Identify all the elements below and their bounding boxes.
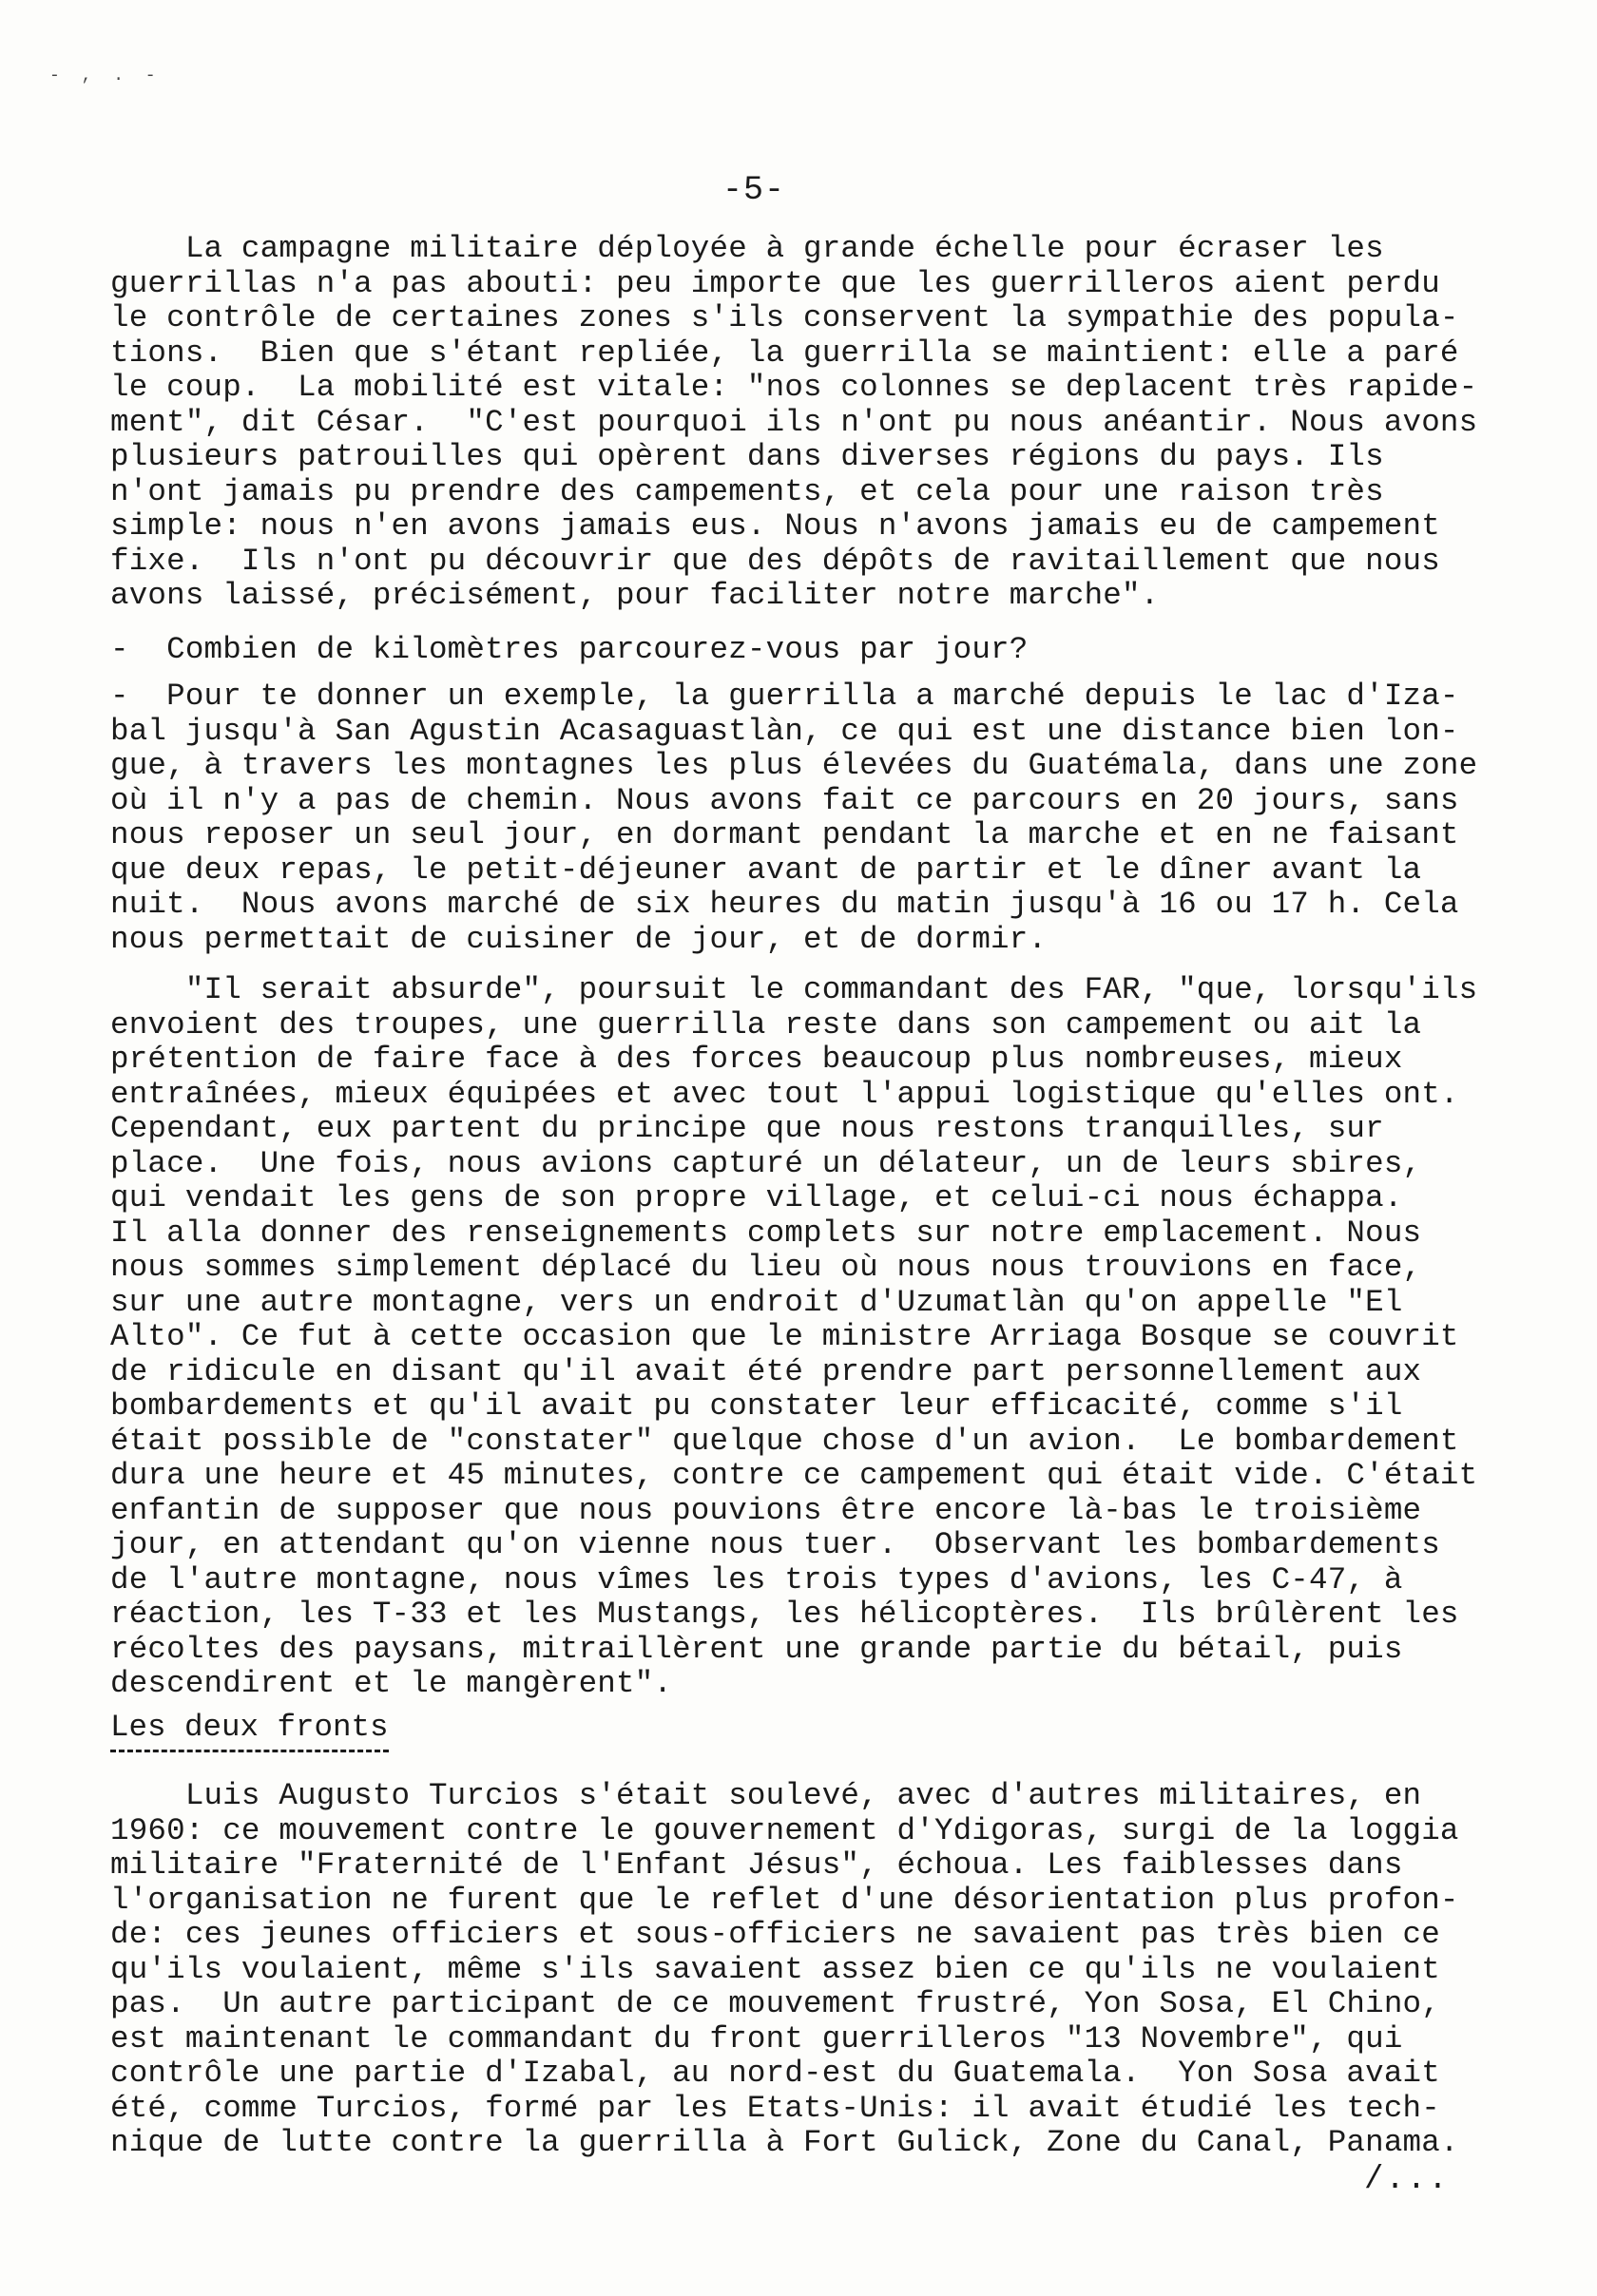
page-number: -5- (722, 171, 786, 209)
answer-march: - Pour te donner un exemple, la guerrilla a marché depuis le lac d'Iza- bal jusqu'à San Agustin Acasaguastlàn, ce qui est une distance bien lon- gue, à travers les montagnes les plus élevées du Guatémala, dans une zone où il n'y a pas de chemin. Nous avons fait ce parcours en 20 jours, sans nous reposer un seul jour, en dormant pendant la marche et en ne faisant que deux repas, le petit-déjeuner avant de partir et le dîner avant la nuit. Nous avons marché de six heures du matin jusqu'à 16 ou 17 h. Cela nous permettait de cuisiner de jour, et de dormir. (110, 679, 1478, 957)
question-kilometres: - Combien de kilomètres parcourez-vous par jour? (110, 632, 1029, 667)
paragraph-campaign: La campagne militaire déployée à grande échelle pour écraser les guerrillas n'a pas abouti: peu importe que les guerrilleros aient perdu le contrôle de certaines zones s'ils conservent la sympathie des popula- tions. Bien que s'étant repliée, la guerrilla se maintient: elle a paré le coup. La mobilité est vitale: "nos colonnes se deplacent très rapide- ment", dit César. "C'est pourquoi ils n'ont pu nous anéantir. Nous avons plusieurs patrouilles qui opèrent dans diverses régions du pays. Ils n'ont jamais pu prendre des campements, et cela pour une raison très simple: nous n'en avons jamais eus. Nous n'avons jamais eu de campement fixe. Ils n'ont pu découvrir que des dépôts de ravitaillement que nous avons laissé, précisément, pour faciliter notre marche". (110, 231, 1478, 613)
section-heading-text: Les deux fronts (110, 1711, 389, 1752)
continued-mark: /... (1364, 2162, 1450, 2198)
corner-marks: - , . - (49, 67, 162, 86)
paragraph-commandant: "Il serait absurde", poursuit le commandant des FAR, "que, lorsqu'ils envoient des troupes, une guerrilla reste dans son campement ou ait la prétention de faire face à des forces beaucoup plus nombreuses, mieux entraînées, mieux équipées et avec tout l'appui logistique qu'elles ont. Cependant, eux partent du principe que nous restons tranquilles, sur place. Une fois, nous avions capturé un délateur, un de leurs sbires, qui vendait les gens de son propre village, et celui-ci nous échappa. Il alla donner des renseignements complets sur notre emplacement. Nous nous sommes simplement déplacé du lieu où nous nous trouvions en face, sur une autre montagne, vers un endroit d'Uzumatlàn qu'on appelle "El Alto". Ce fut à cette occasion que le ministre Arriaga Bosque se couvrit de ridicule en disant qu'il avait été prendre part personnellement aux bombardements et qu'il avait pu constater leur efficacité, comme s'il était possible de "constater" quelque chose d'un avion. Le bombardement dura une heure et 45 minutes, contre ce campement qui était vide. C'était enfantin de supposer que nous pouvions être encore là-bas le troisième jour, en attendant qu'on vienne nous tuer. Observant les bombardements de l'autre montagne, nous vîmes les trois types d'avions, les C-47, à réaction, les T-33 et les Mustangs, les hélicoptères. Ils brûlèrent les récoltes des paysans, mitraillèrent une grande partie du bétail, puis descendirent et le mangèrent". (110, 972, 1478, 1701)
paragraph-turcios: Luis Augusto Turcios s'était soulevé, avec d'autres militaires, en 1960: ce mouvement contre le gouvernement d'Ydigoras, surgi de la loggia militaire "Fraternité de l'Enfant Jésus", échoua. Les faiblesses dans l'organisation ne furent que le reflet d'une désorientation plus profon- de: ces jeunes officiers et sous-officiers ne savaient pas très bien ce qu'ils voulaient, même s'ils savaient assez bien ce qu'ils ne voulaient pas. Un autre participant de ce mouvement frustré, Yon Sosa, El Chino, est maintenant le commandant du front guerrilleros "13 Novembre", qui contrôle une partie d'Izabal, au nord-est du Guatemala. Yon Sosa avait été, comme Turcios, formé par les Etats-Unis: il avait étudié les tech- nique de lutte contre la guerrilla à Fort Gulick, Zone du Canal, Panama. (110, 1778, 1459, 2160)
section-heading (110, 1711, 389, 1752)
